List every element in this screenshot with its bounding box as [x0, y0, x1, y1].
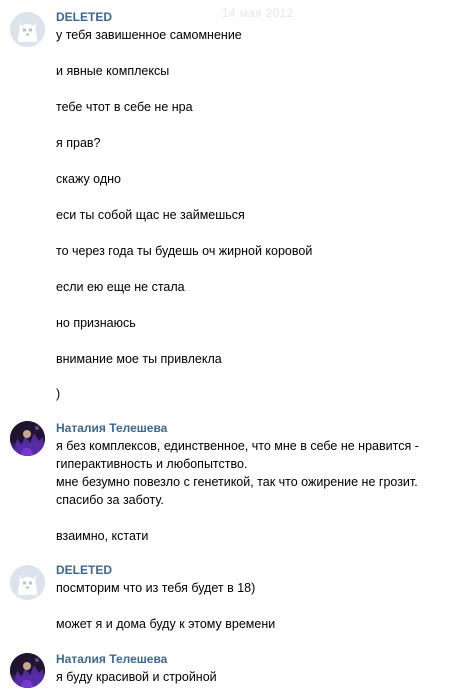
author-name[interactable]: DELETED [56, 563, 113, 577]
message-text: еси ты собой щас не займешься [56, 208, 245, 222]
deleted-user-avatar[interactable] [10, 12, 45, 47]
message-text: но признаюсь [56, 316, 136, 330]
message-text: я прав? [56, 136, 101, 150]
message-text: тебе чтот в себе не нра [56, 100, 193, 114]
message-text: спасибо за заботу. [56, 493, 164, 507]
message-text: взаимно, кстати [56, 529, 149, 543]
message-text: если ею еще не стала [56, 280, 185, 294]
message-text: и явные комплексы [56, 64, 170, 78]
author-name[interactable]: Наталия Телешева [56, 652, 168, 666]
author-name[interactable]: DELETED [56, 10, 113, 24]
message-text: посмторим что из тебя будет в 18) [56, 581, 256, 595]
message-text: я буду красивой и стройной [56, 670, 217, 684]
message-text: внимание мое ты привлекла [56, 352, 222, 366]
message-text: мне безумно повезло с генетикой, так что ожирение не грозит. [56, 475, 418, 489]
date-watermark: 14 мая 2012 [222, 6, 294, 20]
message-text: то через года ты будешь оч жирной коровой [56, 244, 313, 258]
message-text: может я и дома буду к этому времени [56, 617, 276, 631]
message-text: я без комплексов, единственное, что мне в себе не нравится - [56, 439, 419, 453]
user-photo-icon [10, 421, 45, 456]
natalia-avatar[interactable] [10, 653, 45, 688]
message-text: у тебя завишенное самомнение [56, 28, 242, 42]
deleted-dog-icon [10, 12, 45, 47]
message-text: ) [56, 387, 61, 401]
deleted-user-avatar[interactable] [10, 565, 45, 600]
user-photo-icon [10, 653, 45, 688]
author-name[interactable]: Наталия Телешева [56, 421, 168, 435]
deleted-dog-icon [10, 565, 45, 600]
message-text: скажу одно [56, 172, 121, 186]
natalia-avatar[interactable] [10, 421, 45, 456]
message-text: гиперактивность и любопытство. [56, 457, 248, 471]
